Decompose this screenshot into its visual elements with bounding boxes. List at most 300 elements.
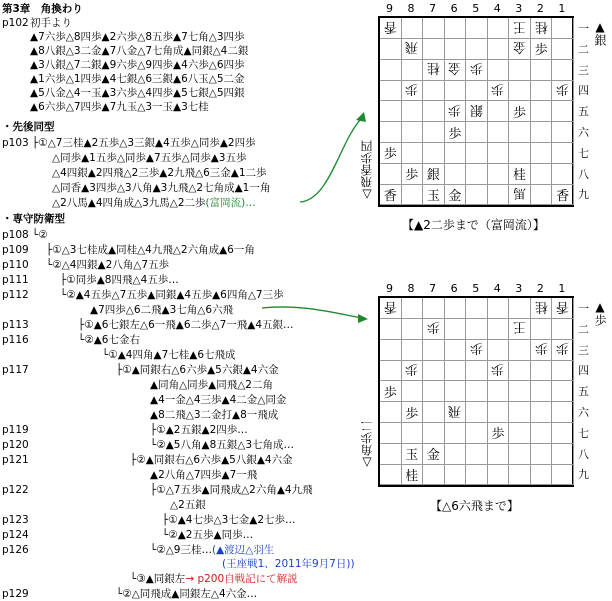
shogi-piece: 金 bbox=[448, 60, 462, 76]
move-line: ▲1六歩△1四歩▲4七銀△6三銀▲6八玉△5二金 bbox=[30, 73, 245, 85]
board-square bbox=[509, 402, 531, 423]
board-square bbox=[488, 464, 510, 485]
variation-line: ├①▲同銀右△6六歩▲5六銀▲4六金 bbox=[116, 364, 279, 376]
board-square bbox=[509, 101, 531, 122]
board-square bbox=[552, 402, 574, 423]
variation-line: ▲7四歩△6二飛▲3七角△6六飛 bbox=[90, 304, 234, 316]
board-square bbox=[423, 423, 445, 444]
board-square bbox=[552, 143, 574, 164]
board-square bbox=[445, 164, 467, 185]
page-ref: p112 bbox=[2, 289, 29, 301]
board-square bbox=[402, 164, 424, 185]
board-square bbox=[531, 402, 553, 423]
shogi-piece: 銀 bbox=[426, 168, 440, 184]
variation-line: △同香▲3四歩△3八角▲3九飛△2七角成▲1一角 bbox=[52, 182, 271, 194]
board-square bbox=[531, 18, 553, 39]
move-line: ▲6六歩△7四歩▲7九玉△3一玉▲3七桂 bbox=[30, 101, 209, 113]
board2-caption: 【△6六飛まで】 bbox=[430, 499, 519, 513]
board-square bbox=[531, 164, 553, 185]
file-label: 7 bbox=[429, 2, 437, 15]
shogi-piece: 歩 bbox=[556, 80, 570, 96]
board-square bbox=[445, 18, 467, 39]
board-square bbox=[380, 60, 402, 81]
shogi-piece: 香 bbox=[383, 298, 397, 314]
variation-line: └② bbox=[32, 229, 48, 241]
tomioka-note: (富岡流)… bbox=[205, 197, 256, 209]
move-line: ▲3八銀△7二銀▲9六歩△9四歩▲4六歩△6四歩 bbox=[30, 59, 245, 71]
board-square bbox=[380, 143, 402, 164]
board-square bbox=[423, 39, 445, 60]
variation-line: ▲8二飛△3二金打▲8一飛成 bbox=[150, 409, 279, 421]
board-square bbox=[423, 18, 445, 39]
board-square bbox=[488, 319, 510, 340]
board-square bbox=[509, 464, 531, 485]
board-square bbox=[380, 402, 402, 423]
board-square bbox=[531, 298, 553, 319]
variation-line: ├①△7三桂▲2五歩△3三銀▲4五歩△同歩▲2四歩 bbox=[32, 137, 256, 149]
file-label: 4 bbox=[493, 282, 501, 295]
rank-label: 六 bbox=[578, 406, 589, 419]
file-label: 9 bbox=[386, 2, 393, 15]
board-square bbox=[445, 80, 467, 101]
board-square bbox=[552, 381, 574, 402]
board-square bbox=[488, 444, 510, 465]
board-square bbox=[402, 101, 424, 122]
game-note: (▲渡辺△羽生 bbox=[212, 544, 275, 556]
page-ref: p109 bbox=[2, 244, 29, 256]
board-square bbox=[402, 184, 424, 205]
board-square bbox=[509, 39, 531, 60]
shogi-piece: 香 bbox=[383, 188, 397, 204]
board-square bbox=[380, 164, 402, 185]
board-square bbox=[423, 60, 445, 81]
board-square bbox=[466, 60, 488, 81]
board-square bbox=[380, 80, 402, 101]
shogi-piece: 桂 bbox=[426, 60, 440, 76]
variation-line: ▲4一金△4三歩▲4二金△同金 bbox=[150, 394, 287, 406]
file-label: 8 bbox=[407, 2, 415, 15]
board-square bbox=[445, 60, 467, 81]
board-square bbox=[552, 184, 574, 205]
board-square bbox=[466, 143, 488, 164]
board-square bbox=[552, 464, 574, 485]
board-square bbox=[423, 381, 445, 402]
variation-line: △2八馬▲4四角成△3九馬△2二歩(富岡流)… bbox=[52, 197, 256, 209]
board-square bbox=[466, 360, 488, 381]
rank-label: 三 bbox=[578, 63, 589, 77]
gote-hand-2: △角歩二 bbox=[360, 420, 374, 470]
board-square bbox=[531, 80, 553, 101]
board-square bbox=[445, 340, 467, 361]
board-square bbox=[402, 444, 424, 465]
gote-hand-1: △飛香歩四 bbox=[360, 140, 374, 202]
rank-label: 九 bbox=[578, 188, 589, 202]
variation-line: └③▲同銀左→ p200自戦記にて解説 bbox=[130, 573, 298, 585]
board-square bbox=[531, 319, 553, 340]
board-square bbox=[552, 298, 574, 319]
board-square bbox=[509, 184, 531, 205]
board-square bbox=[552, 340, 574, 361]
board-square bbox=[402, 423, 424, 444]
board-square bbox=[466, 122, 488, 143]
board-square bbox=[402, 122, 424, 143]
variation-line: └②▲4五歩△7五歩▲同銀▲4五歩▲6四角△7三歩 bbox=[60, 289, 284, 301]
shogi-piece: 金 bbox=[426, 448, 440, 464]
shogi-piece: 桂 bbox=[405, 468, 419, 484]
board-square bbox=[466, 340, 488, 361]
board-square bbox=[402, 360, 424, 381]
page-ref: p102 bbox=[2, 17, 29, 29]
board-square bbox=[380, 122, 402, 143]
board-square bbox=[531, 143, 553, 164]
board-square bbox=[380, 39, 402, 60]
rank-label: 二 bbox=[578, 42, 589, 56]
shogi-piece: 歩 bbox=[534, 43, 548, 59]
page-ref: p117 bbox=[2, 364, 29, 376]
board-square bbox=[531, 39, 553, 60]
file-label: 1 bbox=[558, 282, 566, 295]
board-square bbox=[466, 423, 488, 444]
rank-label: 四 bbox=[578, 84, 589, 98]
board-square bbox=[445, 39, 467, 60]
board-square bbox=[488, 122, 510, 143]
rank-label: 九 bbox=[578, 468, 589, 482]
board-square bbox=[466, 381, 488, 402]
board-square bbox=[380, 423, 402, 444]
board-square bbox=[380, 360, 402, 381]
file-label: 4 bbox=[493, 2, 501, 15]
file-label: 3 bbox=[515, 282, 523, 295]
shogi-piece: 歩 bbox=[469, 340, 483, 356]
board-square bbox=[466, 184, 488, 205]
board-square bbox=[552, 444, 574, 465]
shogi-piece: 歩 bbox=[534, 340, 548, 356]
board-square bbox=[466, 18, 488, 39]
board-square bbox=[380, 340, 402, 361]
shogi-piece: 玉 bbox=[405, 448, 419, 464]
file-label: 5 bbox=[472, 282, 480, 295]
board-square bbox=[552, 101, 574, 122]
board-square bbox=[445, 464, 467, 485]
board-square bbox=[552, 423, 574, 444]
shogi-piece: 歩 bbox=[448, 126, 462, 142]
variation-line: ├①△3七桂成▲同桂△4九飛△2六角成▲6一角 bbox=[46, 244, 255, 256]
board-square bbox=[509, 60, 531, 81]
page-ref: p110 bbox=[2, 259, 29, 271]
board-square bbox=[488, 340, 510, 361]
rank-label: 八 bbox=[578, 447, 589, 461]
file-label: 7 bbox=[429, 282, 437, 295]
board-square bbox=[423, 360, 445, 381]
game-note-date: (王座戦1、2011年9月7日)) bbox=[222, 558, 355, 570]
file-label: 6 bbox=[450, 282, 458, 295]
board-square bbox=[552, 319, 574, 340]
board-square bbox=[488, 60, 510, 81]
file-label: 5 bbox=[472, 2, 480, 15]
file-label: 2 bbox=[536, 2, 544, 15]
board-square bbox=[445, 444, 467, 465]
shogi-piece: 歩 bbox=[405, 406, 419, 422]
board-square bbox=[380, 464, 402, 485]
shogi-piece: 飛 bbox=[405, 39, 419, 55]
board-square bbox=[488, 298, 510, 319]
chapter-title: 第3章 角換わり bbox=[2, 3, 83, 15]
variation-line: △4四銀▲2四飛△2三歩▲2九飛△6三金▲1二歩 bbox=[52, 167, 267, 179]
section-title: ・専守防衛型 bbox=[2, 213, 65, 225]
rank-label: 一 bbox=[578, 302, 589, 315]
shogi-piece: 香 bbox=[556, 298, 570, 314]
board-square bbox=[488, 101, 510, 122]
board-square bbox=[509, 444, 531, 465]
page-ref: p103 bbox=[2, 137, 29, 149]
board-square bbox=[402, 143, 424, 164]
variation-line: └②▲6七金右 bbox=[78, 334, 140, 346]
board-square bbox=[423, 464, 445, 485]
board-square bbox=[380, 444, 402, 465]
board-square bbox=[531, 101, 553, 122]
board-square bbox=[488, 80, 510, 101]
board-square bbox=[466, 298, 488, 319]
shogi-piece: 歩 bbox=[405, 168, 419, 184]
file-label: 1 bbox=[558, 2, 566, 15]
board-square bbox=[445, 101, 467, 122]
board-square bbox=[423, 143, 445, 164]
board-square bbox=[531, 360, 553, 381]
shogi-piece: 歩 bbox=[491, 360, 505, 376]
board-square bbox=[402, 80, 424, 101]
shogi-piece: 桂 bbox=[534, 18, 548, 34]
shogi-board-1 bbox=[378, 16, 574, 207]
board-square bbox=[466, 402, 488, 423]
board-square bbox=[531, 464, 553, 485]
board-square bbox=[488, 402, 510, 423]
variation-line: └①▲4四角▲7七桂▲6七飛成 bbox=[102, 349, 236, 361]
board-square bbox=[509, 164, 531, 185]
variation-line: ├①△7五歩▲同飛成△2六角▲4九飛 bbox=[150, 484, 313, 496]
page-ref: p119 bbox=[2, 424, 29, 436]
board-square bbox=[509, 80, 531, 101]
shogi-piece: 王 bbox=[513, 319, 527, 335]
shogi-piece: 歩 bbox=[448, 101, 462, 117]
shogi-piece: 飛 bbox=[448, 402, 462, 418]
board-square bbox=[445, 298, 467, 319]
variation-line: └②△同飛成▲同銀左△4六金… bbox=[116, 588, 258, 600]
board-square bbox=[531, 423, 553, 444]
board-square bbox=[380, 18, 402, 39]
page-ref: p116 bbox=[2, 334, 29, 346]
rank-label: 八 bbox=[578, 167, 589, 181]
variation-line: △同歩▲1五歩△同歩▲7五歩△同歩▲3五歩 bbox=[52, 152, 247, 164]
shogi-piece: 玉 bbox=[426, 188, 440, 204]
section-title: ・先後同型 bbox=[2, 121, 55, 133]
board-square bbox=[380, 184, 402, 205]
move-line: ▲8八銀△3二金▲7八金△7七角成▲同銀△4二銀 bbox=[30, 45, 249, 57]
page-ref: p124 bbox=[2, 529, 29, 541]
board-square bbox=[380, 381, 402, 402]
board-square bbox=[509, 18, 531, 39]
board-square bbox=[380, 319, 402, 340]
board-square bbox=[509, 122, 531, 143]
rank-label: 七 bbox=[578, 146, 589, 160]
rank-label: 二 bbox=[578, 322, 589, 336]
board-square bbox=[509, 340, 531, 361]
shogi-piece: 王 bbox=[513, 18, 527, 34]
page-ref: p108 bbox=[2, 229, 29, 241]
board-square bbox=[423, 340, 445, 361]
board-square bbox=[509, 381, 531, 402]
variation-line: ├①▲2五銀▲2四歩… bbox=[150, 424, 248, 436]
shogi-piece: 桂 bbox=[513, 168, 527, 184]
file-label: 3 bbox=[515, 2, 523, 15]
variation-line: └②▲2五歩▲同歩… bbox=[162, 529, 254, 541]
shogi-piece: 歩 bbox=[491, 427, 505, 443]
board-square bbox=[445, 402, 467, 423]
rank-label: 七 bbox=[578, 426, 589, 440]
board-square bbox=[509, 298, 531, 319]
board-square bbox=[423, 298, 445, 319]
board-square bbox=[509, 319, 531, 340]
board-square bbox=[488, 423, 510, 444]
board-square bbox=[531, 444, 553, 465]
board-square bbox=[552, 80, 574, 101]
board-square bbox=[466, 39, 488, 60]
variation-line: ├①▲4七歩△3七金▲2七歩… bbox=[162, 514, 296, 526]
board-square bbox=[531, 381, 553, 402]
board-square bbox=[423, 402, 445, 423]
file-label: 6 bbox=[450, 2, 458, 15]
shogi-piece: 歩 bbox=[469, 60, 483, 76]
rank-label: 五 bbox=[578, 385, 589, 399]
shogi-piece: 歩 bbox=[383, 147, 397, 163]
page-ref: p122 bbox=[2, 484, 29, 496]
board-square bbox=[402, 39, 424, 60]
board-square bbox=[402, 319, 424, 340]
file-label: 8 bbox=[407, 282, 415, 295]
board-square bbox=[509, 360, 531, 381]
board-square bbox=[423, 122, 445, 143]
page-ref: p126 bbox=[2, 544, 29, 556]
board-square bbox=[509, 423, 531, 444]
board-square bbox=[445, 319, 467, 340]
variation-line: └②△9三桂…(▲渡辺△羽生 bbox=[150, 544, 275, 556]
board-square bbox=[488, 18, 510, 39]
board-square bbox=[402, 60, 424, 81]
board-square bbox=[531, 122, 553, 143]
variation-line: ▲2八角△7四歩▲7一飛 bbox=[150, 469, 258, 481]
board-square bbox=[402, 464, 424, 485]
intro-label: 初手より bbox=[30, 17, 72, 29]
board-square bbox=[402, 402, 424, 423]
board-square bbox=[552, 39, 574, 60]
board-square bbox=[552, 60, 574, 81]
board-square bbox=[423, 184, 445, 205]
page-ref: p129 bbox=[2, 588, 29, 600]
board-square bbox=[531, 340, 553, 361]
variation-line: ├②▲同銀右△6六歩▲5八銀▲4六金 bbox=[130, 454, 293, 466]
rank-label: 四 bbox=[578, 364, 589, 378]
board-square bbox=[423, 80, 445, 101]
board-square bbox=[552, 122, 574, 143]
variation-line: └②△4四銀▲2八角△7五歩 bbox=[46, 259, 170, 271]
variation-line: └②▲5八角▲8五銀△3七角成… bbox=[150, 439, 295, 451]
board-square bbox=[423, 164, 445, 185]
shogi-piece: 馬 bbox=[513, 184, 527, 200]
board-square bbox=[402, 340, 424, 361]
rank-label: 六 bbox=[578, 126, 589, 139]
shogi-piece: 歩 bbox=[426, 319, 440, 335]
board-square bbox=[423, 444, 445, 465]
board-square bbox=[466, 80, 488, 101]
shogi-board-2 bbox=[378, 296, 574, 487]
board-square bbox=[423, 319, 445, 340]
board-square bbox=[466, 464, 488, 485]
page-ref: p121 bbox=[2, 454, 29, 466]
board-square bbox=[552, 360, 574, 381]
rank-label: 一 bbox=[578, 22, 589, 35]
rank-label: 五 bbox=[578, 105, 589, 119]
shogi-piece: 歩 bbox=[556, 340, 570, 356]
board-square bbox=[466, 444, 488, 465]
variation-line: ├①同歩▲8四飛△4五歩… bbox=[60, 274, 179, 286]
board-square bbox=[509, 143, 531, 164]
board-square bbox=[445, 122, 467, 143]
board-square bbox=[466, 101, 488, 122]
board-square bbox=[402, 298, 424, 319]
sente-hand-1: ▲銀 bbox=[593, 20, 607, 46]
board-square bbox=[445, 423, 467, 444]
shogi-piece: 金 bbox=[513, 39, 527, 55]
page-ref: p111 bbox=[2, 274, 29, 286]
board-square bbox=[488, 164, 510, 185]
file-label: 2 bbox=[536, 282, 544, 295]
shogi-piece: 歩 bbox=[513, 105, 527, 121]
shogi-piece: 金 bbox=[448, 188, 462, 204]
page-ref: p120 bbox=[2, 439, 29, 451]
board-square bbox=[488, 360, 510, 381]
board-square bbox=[552, 18, 574, 39]
move-line: ▲5八金△4一玉▲3六歩△4四歩▲5七銀△5四銀 bbox=[30, 87, 245, 99]
board-square bbox=[445, 143, 467, 164]
file-label: 9 bbox=[386, 282, 393, 295]
shogi-piece: 銀 bbox=[469, 101, 483, 117]
shogi-piece: 香 bbox=[383, 18, 397, 34]
board-square bbox=[466, 319, 488, 340]
variation-line: ▲同角△同歩▲同飛△2二角 bbox=[150, 379, 273, 391]
board1-caption: 【▲2二歩まで（富岡流）】 bbox=[402, 218, 545, 232]
board-square bbox=[423, 101, 445, 122]
sente-hand-2: ▲歩 bbox=[593, 300, 607, 326]
board-square bbox=[531, 60, 553, 81]
board-square bbox=[488, 143, 510, 164]
shogi-piece: 桂 bbox=[534, 298, 548, 314]
shogi-piece: 歩 bbox=[405, 360, 419, 376]
board-square bbox=[402, 18, 424, 39]
board-square bbox=[402, 381, 424, 402]
move-line: ▲7六歩△8四歩▲2六歩△8五歩▲7七角△3四歩 bbox=[30, 31, 245, 43]
board-square bbox=[445, 360, 467, 381]
board-square bbox=[445, 184, 467, 205]
commentary-link[interactable]: → p200自戦記にて解説 bbox=[185, 573, 298, 585]
board-square bbox=[380, 101, 402, 122]
shogi-piece: 歩 bbox=[405, 80, 419, 96]
shogi-piece: 歩 bbox=[491, 80, 505, 96]
shogi-piece: 香 bbox=[556, 188, 570, 204]
variation-line: ├①▲6七銀左△6一飛▲6二歩△7一飛▲4五銀… bbox=[78, 319, 294, 331]
rank-label: 三 bbox=[578, 343, 589, 357]
board-square bbox=[466, 164, 488, 185]
board-square bbox=[380, 298, 402, 319]
board-square bbox=[552, 164, 574, 185]
